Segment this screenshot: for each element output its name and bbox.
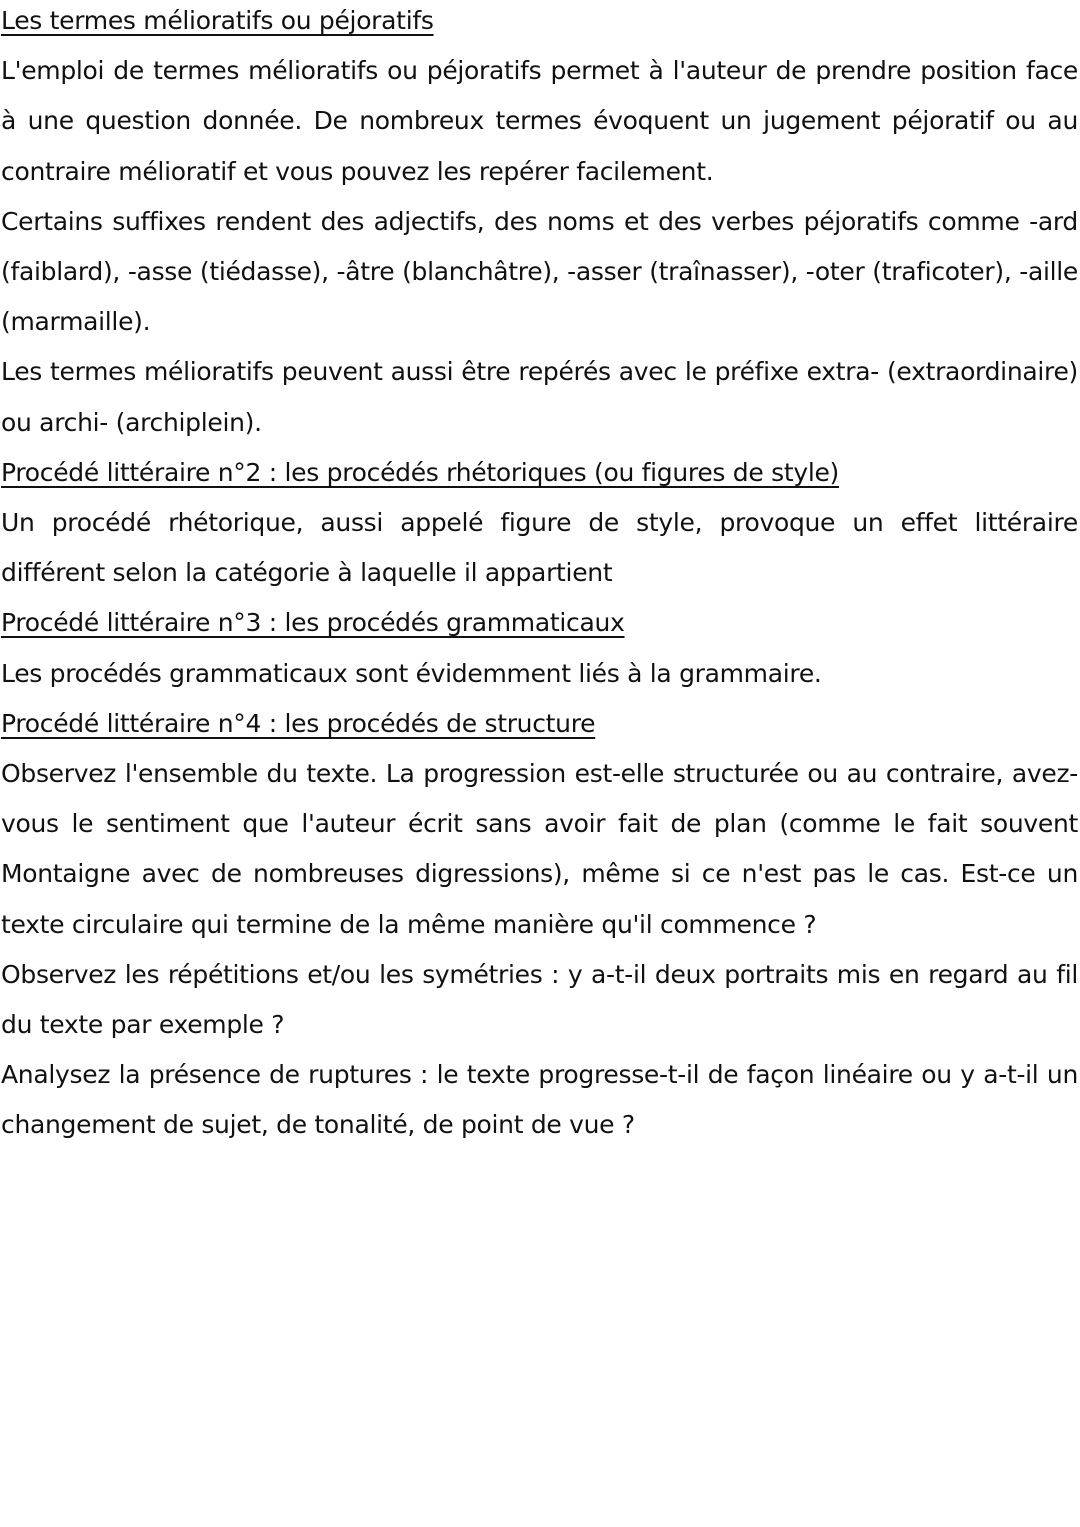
section3-heading [1,598,1078,648]
section1-paragraph-2: Certains suffixes rendent des adjectifs, des noms et des verbes péjoratifs comme -ard (faiblard), -asse (tiédasse), -âtre (blanchâtre), -asser (traînasser), -oter (traficoter), -aille (marmaille). [1,206,1078,337]
section3-prefix: Procédé littéraire n°3 : [1,608,285,638]
section3-title: les procédés grammaticaux [284,608,625,638]
section4-paragraph-3: Analysez la présence de ruptures : le texte progresse-t-il de façon linéaire ou y a-t-il un changement de sujet, de tonalité, de point de vue ? [1,1060,1078,1140]
section2-title: les procédés rhétoriques (ou figures de style) [284,457,840,487]
section1-paragraph-1: L'emploi de termes mélioratifs ou péjoratifs permet à l'auteur de prendre position face à une question donnée. De nombreux termes évoquent un jugement péjoratif ou au contraire mélioratif et vous pouvez les repérer facilement. [1,56,1078,186]
section2-heading [1,448,1078,498]
section4-paragraph-2: Observez les répétitions et/ou les symétries : y a-t-il deux portraits mis en regard au fil du texte par exemple ? [1,959,1078,1040]
section3-paragraph-1: Les procédés grammaticaux sont évidemment liés à la grammaire. [1,658,822,688]
section4-title: les procédés de structure [284,708,596,738]
section1-heading [1,0,1078,46]
section2-paragraph-1: Un procédé rhétorique, aussi appelé figure de style, provoque un effet littéraire différent selon la catégorie à laquelle il appartient [1,508,1078,588]
section1-paragraph-3: Les termes mélioratifs peuvent aussi être repérés avec le préfixe extra- (extraordinaire) ou archi- (archiplein). [1,357,1078,437]
section1-title: Les termes mélioratifs ou péjoratifs [1,6,434,35]
section2-prefix: Procédé littéraire n°2 : [1,457,285,487]
section4-heading [1,699,1078,749]
section4-paragraph-1: Observez l'ensemble du texte. La progression est-elle structurée ou au contraire, avez-vous le sentiment que l'auteur écrit sans avoir fait de plan (comme le fait souvent Montaigne avec de nombreuses digressions), même si ce n'est pas le cas. Est-ce un texte circulaire qui termine de la même manière qu'il commence ? [1,759,1078,939]
section4-prefix: Procédé littéraire n°4 : [1,708,285,738]
